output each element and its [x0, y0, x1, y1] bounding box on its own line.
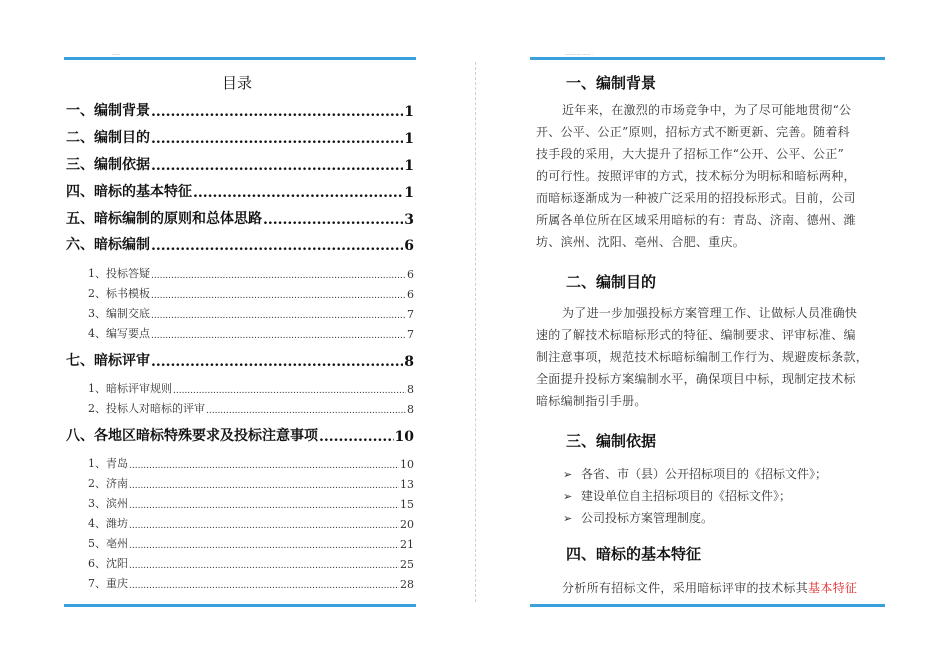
toc-page-number: 8 [407, 403, 414, 416]
toc-subentry[interactable] [66, 455, 414, 471]
toc-subentry[interactable] [66, 400, 414, 416]
toc-entry-title: 2、投标人对暗标的评审 [88, 402, 205, 415]
text-line [536, 577, 886, 599]
bullet-item [563, 487, 791, 504]
toc-entry-title: 六、暗标编制 [66, 237, 150, 253]
toc-entry-title: 5、亳州 [88, 537, 128, 550]
toc-page-number: 10 [394, 429, 414, 445]
toc-entry[interactable] [66, 100, 414, 120]
arrow-bullet-icon: ➢ [563, 512, 573, 525]
toc-entry-title: 1、暗标评审规则 [88, 382, 172, 395]
toc-entry-title: 三、编制依据 [66, 157, 150, 173]
toc-subentry[interactable] [66, 495, 414, 511]
toc-title: 目录 [222, 74, 253, 92]
toc-page-number: 6 [407, 268, 414, 281]
highlighted-text: 基本特征 [808, 581, 858, 595]
toc-page-number: 7 [407, 328, 414, 341]
toc-entry-title: 3、编制交底 [88, 307, 150, 320]
toc-leader-dots [193, 185, 403, 201]
toc-subentry[interactable] [66, 305, 414, 321]
toc-page-number: 3 [404, 212, 414, 228]
toc-page-number: 1 [404, 158, 414, 174]
toc-entry-title: 2、济南 [88, 477, 128, 490]
toc-leader-dots [319, 429, 394, 445]
toc-subentry[interactable] [66, 555, 414, 571]
toc-leader-dots [173, 386, 406, 396]
bullet-text: 建设单位自主招标项目的《招标文件》； [581, 489, 792, 503]
toc-subentry[interactable] [66, 285, 414, 301]
bullet-item [563, 509, 713, 526]
text-line: 所属各单位所在区域采用暗标的有：青岛、济南、德州、潍 [536, 213, 856, 227]
toc-entry-title: 6、沈阳 [88, 557, 128, 570]
toc-leader-dots [129, 521, 399, 531]
toc-leader-dots [129, 561, 399, 571]
bullet-item [563, 465, 827, 482]
toc-entry-title: 1、投标答疑 [88, 267, 150, 280]
page-divider [475, 62, 476, 602]
toc-subentry[interactable] [66, 325, 414, 341]
toc-entry[interactable] [66, 154, 414, 174]
toc-entry-title: 四、暗标的基本特征 [66, 184, 192, 200]
toc-subentry[interactable] [66, 515, 414, 531]
toc-leader-dots [151, 131, 403, 147]
toc-entry[interactable] [66, 234, 414, 254]
toc-entry-title: 五、暗标编制的原则和总体思路 [66, 211, 262, 227]
toc-leader-dots [129, 541, 399, 551]
text-line: 为了进一步加强投标方案管理工作、让做标人员准确快 [562, 306, 858, 320]
toc-leader-dots [151, 354, 403, 370]
toc-subentry[interactable] [66, 535, 414, 551]
toc-page-number: 1 [404, 185, 414, 201]
footer-rule [64, 604, 416, 607]
toc-leader-dots [129, 581, 399, 591]
toc-leader-dots [151, 291, 406, 301]
bullet-text: 各省、市（县）公开招标项目的《招标文件》； [581, 467, 828, 481]
arrow-bullet-icon: ➢ [563, 490, 573, 503]
header-rule [64, 57, 416, 60]
toc-entry[interactable] [66, 350, 414, 370]
toc-page-number: 28 [400, 578, 414, 591]
heading-purpose: 二、编制目的 [566, 273, 657, 291]
toc-entry-title: 一、编制背景 [66, 103, 150, 119]
toc-page-number: 8 [407, 383, 414, 396]
toc-leader-dots [151, 331, 406, 341]
toc-subentry[interactable] [66, 380, 414, 396]
toc-page-number: 7 [407, 308, 414, 321]
toc-entry-title: 7、重庆 [88, 577, 128, 590]
toc-entry-title: 4、潍坊 [88, 517, 128, 530]
toc-leader-dots [129, 481, 399, 491]
text-plain: 分析所有招标文件，采用暗标评审的技术标其 [562, 581, 809, 595]
text-line: 坊、滨州、沈阳、亳州、合肥、重庆。 [536, 235, 746, 249]
toc-page-number: 1 [404, 104, 414, 120]
toc-leader-dots [151, 311, 406, 321]
toc-page-number: 15 [400, 498, 414, 511]
background-paragraph [536, 99, 886, 253]
text-line: 而暗标逐渐成为一种被广泛采用的招投标形式。目前，公司 [536, 191, 856, 205]
toc-entry-title: 二、编制目的 [66, 130, 150, 146]
toc-page-number: 10 [400, 458, 414, 471]
heading-basis: 三、编制依据 [566, 432, 657, 450]
header-rule-right [530, 57, 885, 60]
heading-features: 四、暗标的基本特征 [566, 545, 702, 563]
toc-page-number: 20 [400, 518, 414, 531]
text-line: 的可行性。按照评审的方式，技术标分为明标和暗标两种， [536, 169, 856, 183]
toc-entry-title: 1、青岛 [88, 457, 128, 470]
toc-page-number: 25 [400, 558, 414, 571]
text-line: 制注意事项，规范技术标暗标编制工作行为、规避废标条款， [536, 350, 869, 364]
toc-subentry[interactable] [66, 475, 414, 491]
toc-entry-title: 2、标书模板 [88, 287, 150, 300]
text-line: 开、公平、公正”原则，招标方式不断更新、完善。随着科 [536, 125, 850, 139]
toc-leader-dots [206, 406, 406, 416]
text-line: 暗标编制指引手册。 [536, 394, 647, 408]
toc-entry-title: 七、暗标评审 [66, 353, 150, 369]
toc-subentry[interactable] [66, 575, 414, 591]
arrow-bullet-icon: ➢ [563, 468, 573, 481]
bullet-text: 公司投标方案管理制度。 [581, 511, 714, 525]
toc-leader-dots [151, 271, 406, 281]
toc-page-number: 6 [407, 288, 414, 301]
toc-entry[interactable] [66, 181, 414, 201]
toc-entry-title: 4、编写要点 [88, 327, 150, 340]
toc-page-number: 6 [404, 238, 414, 254]
toc-leader-dots [129, 461, 399, 471]
purpose-paragraph [536, 302, 886, 412]
text-line: 全面提升投标方案编制水平，确保项目中标，现制定技术标 [536, 372, 856, 386]
toc-page-number: 21 [400, 538, 414, 551]
toc-entry-title: 3、滨州 [88, 497, 128, 510]
toc-page-number: 1 [404, 131, 414, 147]
header-mark-right: ———— —— · [565, 52, 593, 57]
toc-entry[interactable] [66, 425, 414, 445]
text-line: 技手段的采用，大大提升了招标工作“公开、公平、公正” [536, 147, 845, 161]
toc-entry-title: 八、各地区暗标特殊要求及投标注意事项 [66, 428, 318, 444]
toc-entry[interactable] [66, 208, 414, 228]
toc-leader-dots [151, 104, 403, 120]
text-line: 近年来，在激烈的市场竞争中，为了尽可能地贯彻“公 [562, 103, 852, 117]
footer-rule-right [530, 604, 885, 607]
toc-leader-dots [263, 212, 403, 228]
header-mark: —— [112, 52, 120, 57]
toc-leader-dots [151, 158, 403, 174]
toc-page-number: 13 [400, 478, 414, 491]
heading-background: 一、编制背景 [566, 74, 657, 92]
features-paragraph [536, 577, 886, 599]
text-line: 速的了解技术标暗标形式的特征、编制要求、评审标准、编 [536, 328, 856, 342]
toc-leader-dots [151, 238, 403, 254]
toc-subentry[interactable] [66, 265, 414, 281]
toc-entry[interactable] [66, 127, 414, 147]
toc-page-number: 8 [404, 354, 414, 370]
toc-leader-dots [129, 501, 399, 511]
